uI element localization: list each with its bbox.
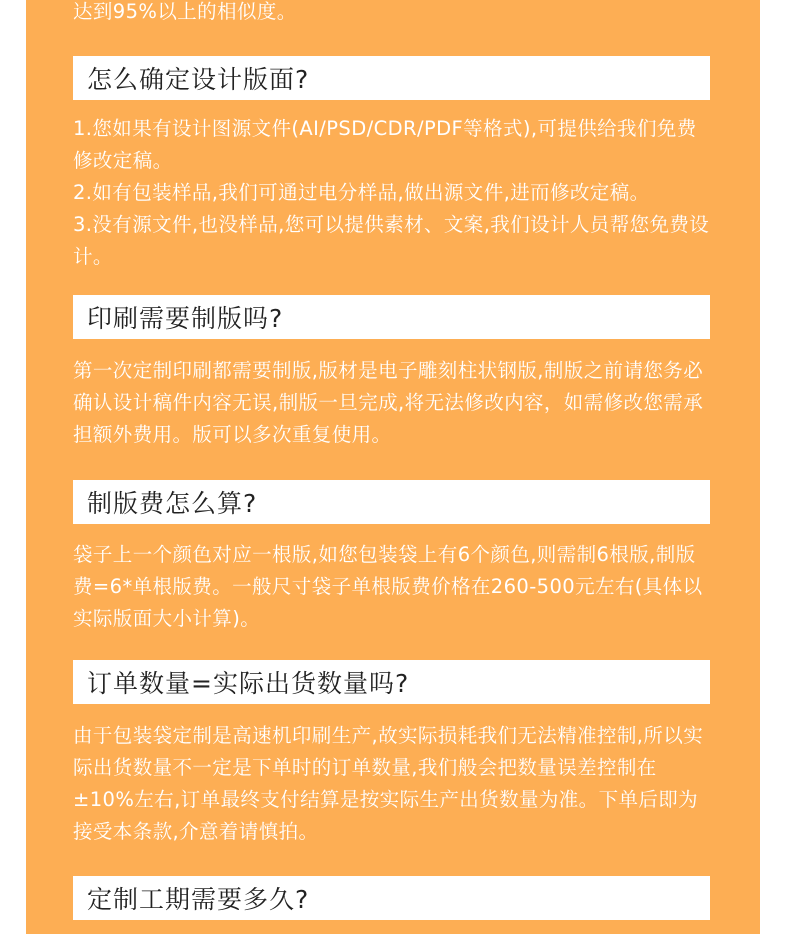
section-title-text: 定制工期需要多久? (87, 885, 310, 914)
section-title-text: 订单数量=实际出货数量吗? (87, 669, 410, 698)
section-title-text: 制版费怎么算? (87, 489, 258, 518)
section-body-plate-fee: 袋子上一个颜色对应一根版,如您包装袋上有6个颜色,则需制6根版,制版费=6*单根版费。一般尺寸袋子单根版费价格在260-500元左右(具体以实际版面大小计算)。 (73, 543, 703, 630)
section-title-text: 怎么确定设计版面? (87, 65, 310, 94)
section-title-plate (73, 295, 710, 339)
section-body-quantity: 由于包装袋定制是高速机印刷生产,故实际损耗我们无法精准控制,所以实际出货数量不一定是下单时的订单数量,我们般会把数量误差控制在±10%左右,订单最终支付结算是按实际生产出货数量为准。下单后即为接受本条款,介意着请慎拍。 (73, 724, 704, 843)
section-title-design (73, 56, 710, 100)
section-title-text: 印刷需要制版吗? (87, 304, 284, 333)
section-body-design: 1.您如果有设计图源文件(AI/PSD/CDR/PDF等格式),可提供给我们免费修改定稿。 2.如有包装样品,我们可通过电分样品,做出源文件,进而修改定稿。 3.没有源文件,也没样品,您可以提供素材、文案,我们设计人员帮您免费设计。 (73, 117, 710, 268)
section-title-plate-fee (73, 480, 710, 524)
section-title-lead-time (73, 876, 710, 920)
section-body-plate: 第一次定制印刷都需要制版,版材是电子雕刻柱状钢版,制版之前请您务必确认设计稿件内容无误,制版一旦完成,将无法修改内容，如需修改您需承担额外费用。版可以多次重复使用。 (73, 359, 704, 446)
intro-text: 达到95%以上的相似度。 (73, 0, 297, 23)
section-title-quantity (73, 660, 710, 704)
